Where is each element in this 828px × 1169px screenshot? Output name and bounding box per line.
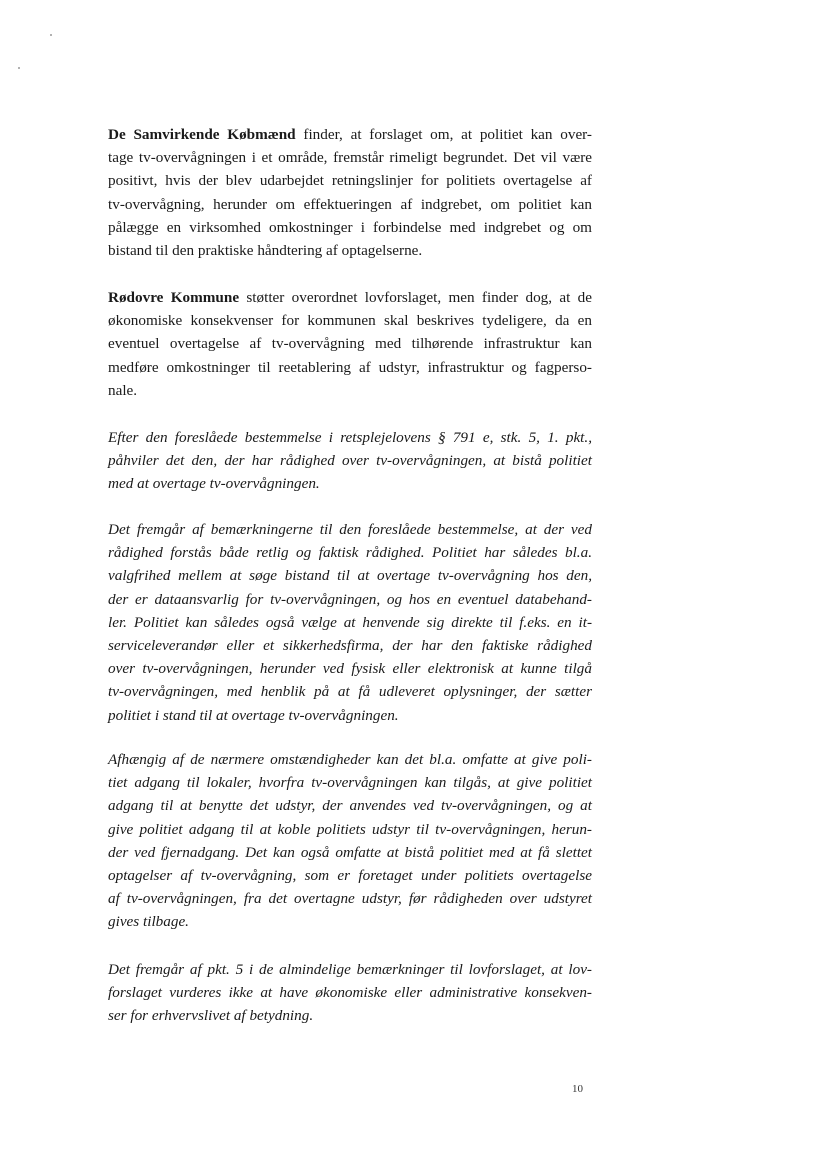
text-line: tv-overvågningen, med henblik på at få udleveret oplysninger, der sætter xyxy=(108,683,592,701)
text-line: adgang til at benytte det udstyr, der anvendes ved tv-overvågningen, og at xyxy=(108,797,592,815)
text-line: pålægge en virksomhed omkostninger i forbindelse med indgrebet og om xyxy=(108,218,592,236)
text-line: ler. Politiet kan således også vælge at henvende sig direkte til f.eks. en it- xyxy=(108,613,592,631)
text-line: med at overtage tv-overvågningen. xyxy=(108,475,320,493)
paragraph-samvirkende-kobmaend xyxy=(108,123,592,262)
text-line: økonomiske konsekvenser for kommunen skal beskrives tydeligere, da en xyxy=(108,312,592,330)
text-line: over tv-overvågningen, herunder ved fysisk eller elektronisk at kunne tilgå xyxy=(108,660,592,678)
text-line: nale. xyxy=(108,381,138,399)
organization-name: De Samvirkende Købmænd xyxy=(108,126,296,143)
paragraph-konsekvenser xyxy=(108,958,592,1028)
organization-name: Rødovre Kommune xyxy=(108,289,240,306)
text-line: Afhængig af de nærmere omstændigheder kan det bl.a. omfatte at give poli- xyxy=(108,751,592,768)
paragraph-rodovre-kommune xyxy=(108,286,592,402)
text-line: Efter den foreslåede bestemmelse i retsplejelovens § 791 e, stk. 5, 1. pkt., xyxy=(108,429,592,446)
text-line: eventuel overtagelse af tv-overvågning med tilhørende infrastruktur kan xyxy=(108,335,592,353)
text-line: tiet adgang til lokaler, hvorfra tv-overvågningen kan tilgås, at give politiet xyxy=(108,774,592,792)
text-line: ser for erhvervslivet af betydning. xyxy=(108,1007,314,1025)
text-line: forslaget vurderes ikke at have økonomiske eller administrative konsekven- xyxy=(108,984,592,1002)
paragraph-bestemmelse xyxy=(108,426,592,496)
text-line: valgfrihed mellem at søge bistand til at overtage tv-overvågning hos den, xyxy=(108,567,592,585)
text-line: serviceleverandør eller et sikkerhedsfirma, der har den faktiske rådighed xyxy=(108,637,592,655)
text-line: positivt, hvis der blev udarbejdet retningslinjer for politiets overtagelse af xyxy=(108,172,592,190)
text-line: der ved fjernadgang. Det kan også omfatte at bistå politiet med at få slettet xyxy=(108,843,592,861)
text-line: af tv-overvågningen, fra det overtagne udstyr, før rådigheden over udstyret xyxy=(108,890,592,908)
text-line: Det fremgår af bemærkningerne til den foreslåede bestemmelse, at der ved xyxy=(108,521,592,538)
scan-speck xyxy=(50,34,52,36)
text-line: politiet i stand til at overtage tv-overvågningen. xyxy=(108,706,399,724)
page-number: 10 xyxy=(572,1083,583,1095)
paragraph-adgang xyxy=(108,748,592,934)
text-line: rådighed forstås både retlig og faktisk rådighed. Politiet har således bl.a. xyxy=(108,544,592,562)
text-line: påhviler det den, der har rådighed over tv-overvågningen, at bistå politiet xyxy=(108,452,592,470)
text-line: medføre omkostninger til reetablering af udstyr, infrastruktur og fagperso- xyxy=(108,358,592,376)
text-line: gives tilbage. xyxy=(108,913,189,931)
text-line: Det fremgår af pkt. 5 i de almindelige bemærkninger til lovforslaget, at lov- xyxy=(108,961,592,978)
paragraph-radighed xyxy=(108,518,592,727)
text-line: tage tv-overvågningen i et område, fremstår rimeligt begrundet. Det vil være xyxy=(108,149,592,167)
text-line: give politiet adgang til at koble politiets udstyr til tv-overvågningen, herun- xyxy=(108,820,592,838)
text-line: bistand til den praktiske håndtering af optagelserne. xyxy=(108,242,423,260)
text-line: optagelser af tv-overvågning, som er foretaget under politiets overtagelse xyxy=(108,867,592,885)
text-line: Rødovre Kommune støtter overordnet lovforslaget, men finder dog, at de xyxy=(108,289,593,306)
text-line: der er dataansvarlig for tv-overvågningen, og hos en eventuel databehand- xyxy=(108,590,592,608)
text-line: tv-overvågning, herunder om effektueringen af indgrebet, om politiet kan xyxy=(108,195,592,213)
scan-speck xyxy=(18,67,20,69)
text-line: De Samvirkende Købmænd finder, at forslaget om, at politiet kan over- xyxy=(108,126,592,143)
